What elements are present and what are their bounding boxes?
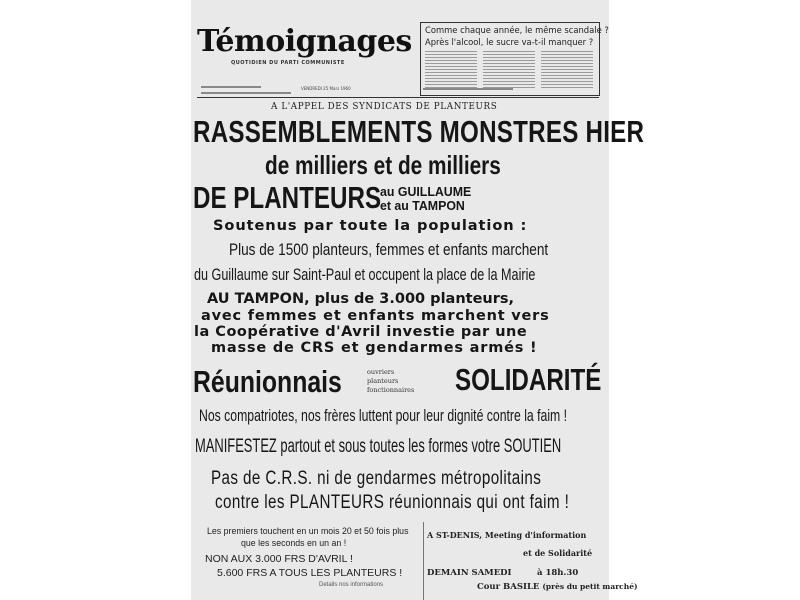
bottom-left-line-3: NON AUX 3.000 FRS D'AVRIL !	[205, 553, 353, 565]
headline-line-3-right-2: et au TAMPON	[380, 198, 465, 213]
bottom-left-line-2: que les seconds en un an !	[241, 538, 347, 548]
body-para2-line4: masse de CRS et gendarmes armés !	[211, 340, 538, 356]
body-para2-line3: la Coopérative d'Avril investie par une	[194, 324, 528, 340]
edition-info-2	[201, 90, 291, 95]
headline-line-2: de milliers et de milliers	[265, 150, 501, 180]
meeting-line-1: A ST-DENIS, Meeting d'information	[427, 530, 587, 540]
solidarity-line-4: contre les PLANTEURS réunionnais qui ont faim !	[215, 492, 570, 513]
meeting-line-4	[477, 582, 638, 592]
teaser-column-2	[483, 51, 535, 90]
solidarity-line-2: MANIFESTEZ partout et sous toutes les formes votre SOUTIEN	[195, 436, 562, 457]
headline-support: Soutenus par toute la population :	[213, 217, 528, 234]
kicker: A L'APPEL DES SYNDICATS DE PLANTEURS	[271, 102, 498, 112]
masthead-subtitle: QUOTIDIEN DU PARTI COMMUNISTE	[231, 60, 345, 66]
edition-info	[201, 84, 261, 89]
bottom-left-footer: Details nos informations	[319, 582, 384, 588]
bottom-left-line-1: Les premiers touchent en un mois 20 et 50 fois plus	[207, 526, 409, 536]
bottom-left-line-4: 5.600 FRS A TOUS LES PLANTEURS !	[217, 567, 403, 579]
solidarity-middle-1: ouvriers	[367, 368, 395, 376]
solidarity-middle-3: fonctionnaires	[367, 386, 415, 394]
headline-line-3-left: DE PLANTEURS	[193, 180, 382, 215]
solidarity-line-3: Pas de C.R.S. ni de gendarmes métropolitains	[211, 468, 542, 489]
teaser-question-2: Après l'alcool, le sucre va-t-il manquer ?	[425, 37, 594, 47]
teaser-question-1: Comme chaque année, le même scandale ?	[425, 25, 609, 35]
solidarity-line-1: Nos compatriotes, nos frères luttent pour leur dignité contre la faim !	[199, 406, 568, 425]
meeting-venue-note: (près du petit marché)	[542, 582, 638, 591]
teaser-column-1	[425, 51, 477, 90]
meeting-line-3: DEMAIN SAMEDI	[427, 568, 512, 578]
headline-line-1: RASSEMBLEMENTS MONSTRES HIER	[193, 114, 645, 149]
solidarity-middle-2: planteurs	[367, 377, 399, 385]
solidarity-left: Réunionnais	[193, 364, 342, 399]
newspaper-page	[191, 0, 645, 600]
bottom-divider	[423, 522, 424, 600]
teaser-box	[420, 22, 609, 96]
body-para1-line1: Plus de 1500 planteurs, femmes et enfants marchent	[229, 240, 549, 259]
body-para2-line2: avec femmes et enfants marchent vers	[201, 308, 550, 324]
body-para1-line2: du Guillaume sur Saint-Paul et occupent la place de la Mairie	[194, 265, 536, 284]
meeting-time: à 18h.30	[537, 568, 579, 578]
body-para2-line1: AU TAMPON, plus de 3.000 planteurs,	[207, 291, 515, 307]
meeting-line-2: et de Solidarité	[523, 548, 593, 558]
masthead-title: Témoignages	[197, 24, 412, 59]
headline-line-3-right-1: au GUILLAUME	[380, 184, 472, 199]
teaser-column-3	[541, 51, 593, 90]
date-line: VENDREDI 25 Mars 1960	[301, 86, 351, 91]
solidarity-right: SOLIDARITÉ	[455, 362, 602, 397]
meeting-venue: Cour BASILE	[477, 582, 540, 592]
header-rule	[197, 97, 599, 98]
